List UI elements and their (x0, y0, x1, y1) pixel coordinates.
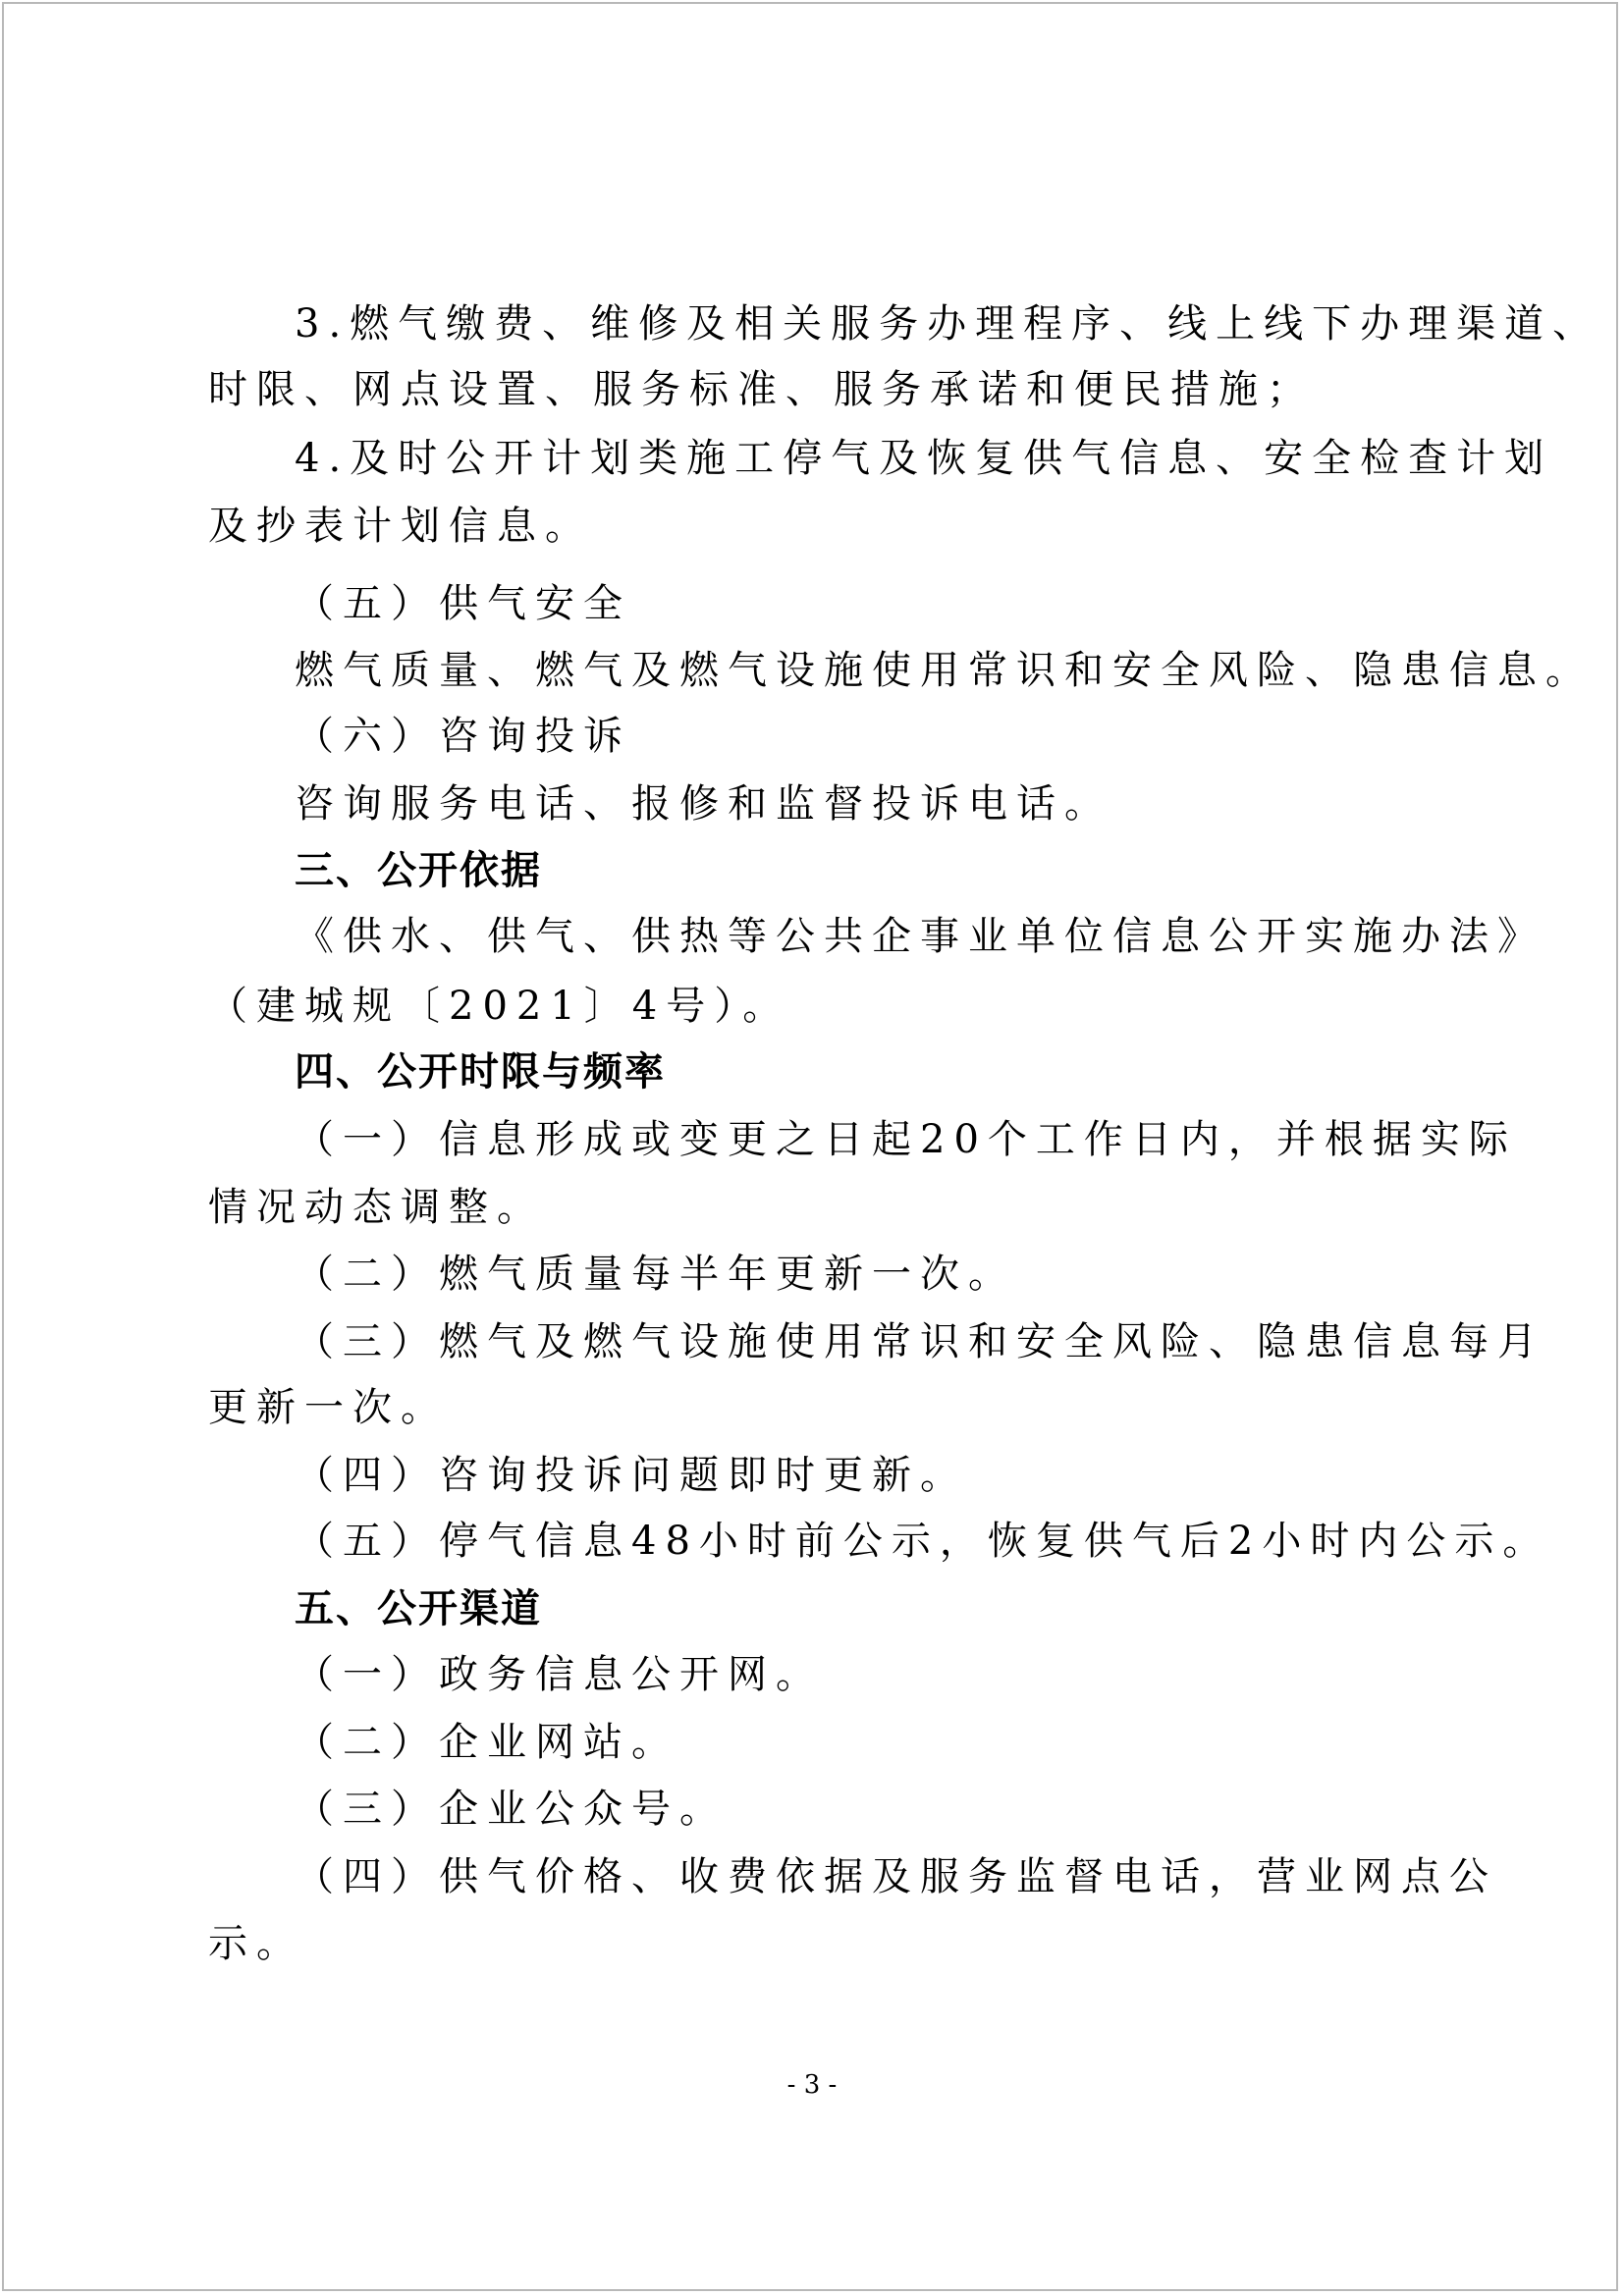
paragraph-line: 更新一次。 (208, 1385, 449, 1430)
paragraph-line: 《供水、供气、供热等公共企事业单位信息公开实施办法》 (295, 914, 1545, 959)
paragraph-line: （建城规〔2021〕4号）。 (208, 984, 791, 1029)
subsection-heading: （六）咨询投诉 (295, 714, 631, 759)
subsection-heading: （五）供气安全 (295, 581, 631, 626)
paragraph-line: 情况动态调整。 (208, 1185, 545, 1230)
paragraph-line: （二）燃气质量每半年更新一次。 (295, 1252, 1016, 1297)
paragraph-line: 及抄表计划信息。 (208, 504, 593, 549)
paragraph-line: （二）企业网站。 (295, 1720, 679, 1765)
paragraph-line: （一）政务信息公开网。 (295, 1652, 824, 1697)
paragraph-line: 4.及时公开计划类施工停气及恢复供气信息、安全检查计划 (295, 436, 1553, 481)
paragraph-line: （一）信息形成或变更之日起20个工作日内，并根据实际 (295, 1117, 1517, 1162)
paragraph-line: （四）供气价格、收费依据及服务监督电话，营业网点公 (295, 1854, 1497, 1899)
paragraph-line: （五）停气信息48小时前公示，恢复供气后2小时内公示。 (295, 1519, 1551, 1564)
section-heading: 四、公开时限与频率 (295, 1048, 666, 1095)
paragraph-line: 咨询服务电话、报修和监督投诉电话。 (295, 781, 1112, 827)
paragraph-line: （四）咨询投诉问题即时更新。 (295, 1453, 968, 1498)
paragraph-line: （三）燃气及燃气设施使用常识和安全风险、隐患信息每月 (295, 1319, 1545, 1364)
section-heading: 三、公开依据 (295, 847, 542, 893)
paragraph-line: 燃气质量、燃气及燃气设施使用常识和安全风险、隐患信息。 (295, 648, 1594, 693)
section-heading: 五、公开渠道 (295, 1585, 542, 1631)
paragraph-line: 时限、网点设置、服务标准、服务承诺和便民措施； (208, 367, 1315, 412)
paragraph-line: 示。 (208, 1921, 304, 1966)
paragraph-line: 3.燃气缴费、维修及相关服务办理程序、线上线下办理渠道、 (295, 301, 1601, 347)
page-number: - 3 - (786, 2070, 838, 2100)
paragraph-line: （三）企业公众号。 (295, 1787, 728, 1832)
